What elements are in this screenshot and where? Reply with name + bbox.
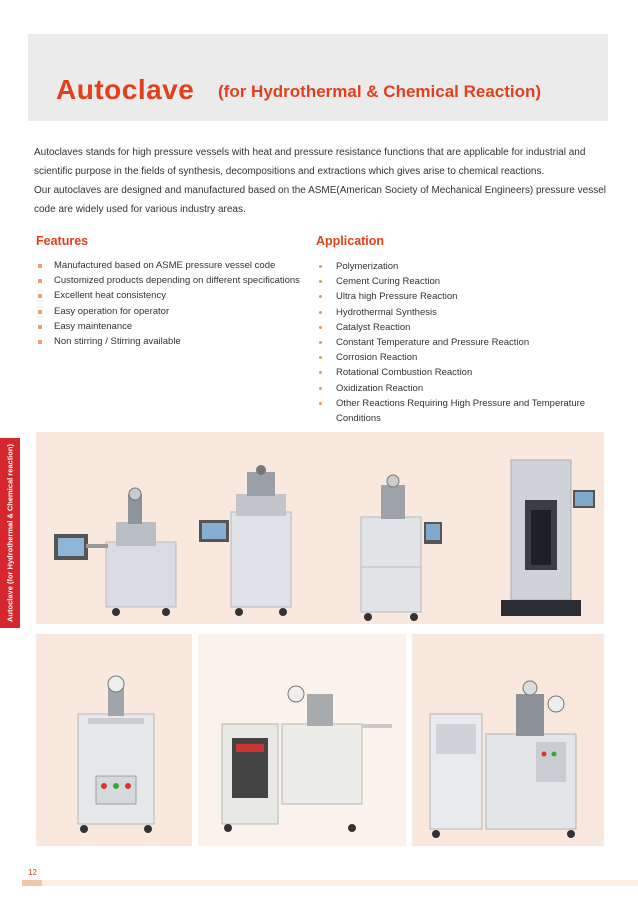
list-item: Oxidization Reaction xyxy=(318,381,618,396)
autoclave-photo-5 xyxy=(66,674,166,839)
bullet-icon xyxy=(319,311,322,314)
product-photo-row-1 xyxy=(36,432,604,624)
bullet-icon xyxy=(319,356,322,359)
bullet-icon xyxy=(319,402,322,405)
intro-paragraph-1: Autoclaves stands for high pressure vessels with heat and pressure resistance functions that are applicable for industrial and scientific purpose in the fields of synthesis, decompositions and extractions which gives arise to chemical reactions. xyxy=(34,147,586,177)
product-photo-5 xyxy=(36,634,192,846)
side-tab xyxy=(0,438,20,628)
list-item: Constant Temperature and Pressure Reaction xyxy=(318,335,618,350)
list-item: Other Reactions Requiring High Pressure and Temperature Conditions xyxy=(318,396,618,426)
side-tab-label: Autoclave (for Hydrothermal & Chemical reaction) xyxy=(5,444,15,622)
autoclave-photo-3 xyxy=(346,467,446,622)
application-list xyxy=(318,259,618,426)
bullet-icon xyxy=(319,341,322,344)
list-item: Easy operation for operator xyxy=(36,304,316,319)
autoclave-photo-2 xyxy=(191,462,311,622)
page-title: Autoclave xyxy=(56,74,195,105)
list-item: Corrosion Reaction xyxy=(318,350,618,365)
bullet-icon xyxy=(38,264,42,268)
features-heading: Features xyxy=(36,234,89,248)
page-number: 12 xyxy=(28,868,37,877)
list-item: Hydrothermal Synthesis xyxy=(318,305,618,320)
list-item: Catalyst Reaction xyxy=(318,320,618,335)
list-item: Non stirring / Stirring available xyxy=(36,334,316,349)
product-photo-7 xyxy=(412,634,604,846)
bullet-icon xyxy=(38,325,42,329)
list-item: Easy maintenance xyxy=(36,319,316,334)
list-item: Polymerization xyxy=(318,259,618,274)
bullet-icon xyxy=(319,371,322,374)
list-item: Rotational Combustion Reaction xyxy=(318,365,618,380)
autoclave-photo-4 xyxy=(491,450,601,622)
list-item: Ultra high Pressure Reaction xyxy=(318,289,618,304)
bullet-icon xyxy=(38,279,42,283)
features-list xyxy=(36,258,316,349)
bullet-icon xyxy=(319,326,322,329)
list-item: Customized products depending on different specifications xyxy=(36,273,316,288)
bullet-icon xyxy=(319,265,322,268)
autoclave-photo-1 xyxy=(46,482,196,622)
bullet-icon xyxy=(319,280,322,283)
product-photo-6 xyxy=(198,634,406,846)
page-number-bar xyxy=(22,880,42,886)
bullet-icon xyxy=(319,387,322,390)
intro-paragraph-2: Our autoclaves are designed and manufactured based on the ASME(American Society of Mechanical Engineers) pressure vessel code are widely used for various industry areas. xyxy=(34,185,606,215)
autoclave-photo-6 xyxy=(212,674,396,834)
list-item: Manufactured based on ASME pressure vessel code xyxy=(36,258,316,273)
list-item: Cement Curing Reaction xyxy=(318,274,618,289)
intro-text xyxy=(34,143,612,219)
autoclave-photo-7 xyxy=(426,664,596,839)
bullet-icon xyxy=(38,340,42,344)
list-item: Excellent heat consistency xyxy=(36,288,316,303)
application-heading: Application xyxy=(316,234,385,248)
footer-bar xyxy=(42,880,638,886)
bullet-icon xyxy=(319,295,322,298)
bullet-icon xyxy=(38,310,42,314)
page-subtitle: (for Hydrothermal & Chemical Reaction) xyxy=(218,82,542,101)
bullet-icon xyxy=(38,294,42,298)
